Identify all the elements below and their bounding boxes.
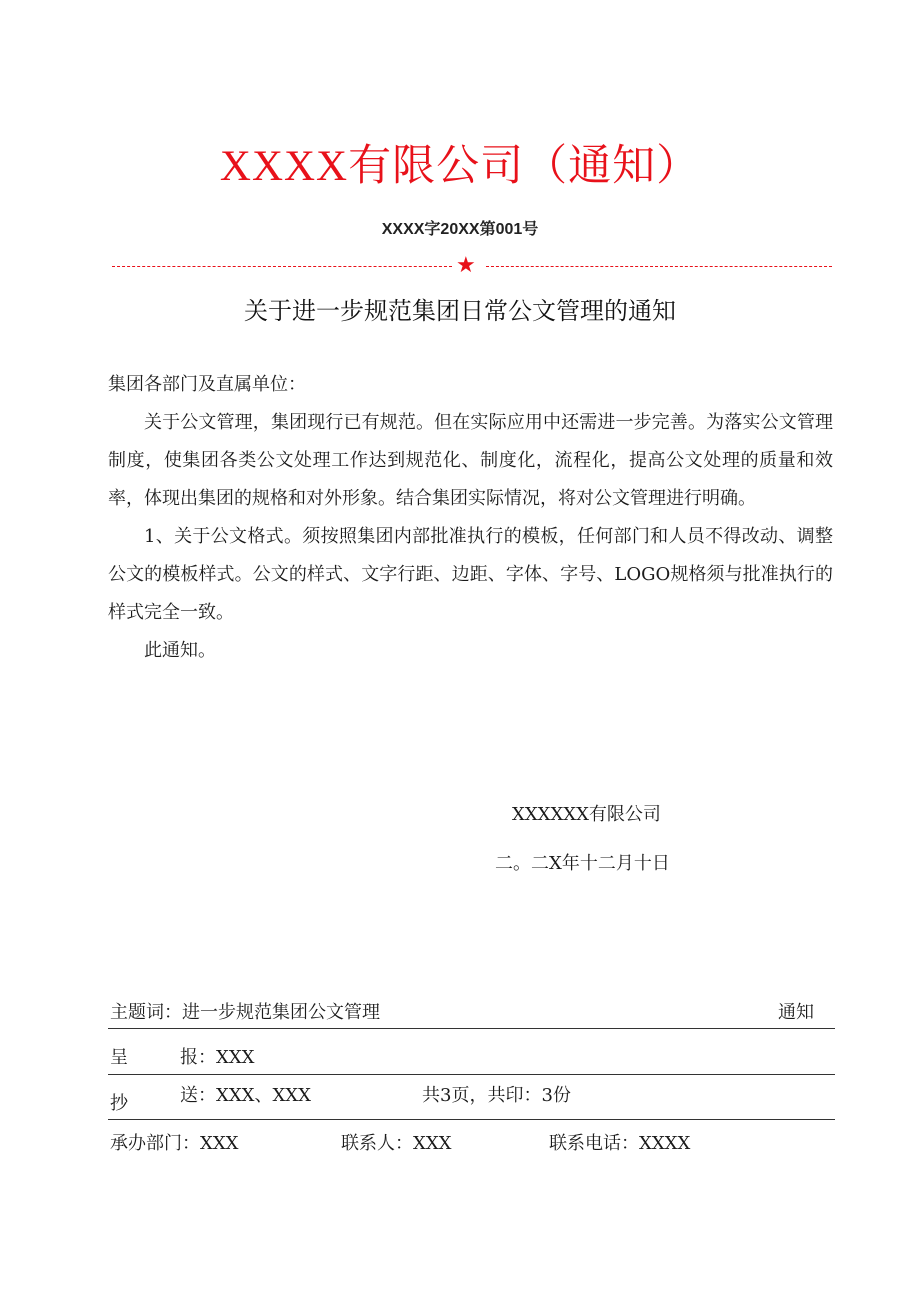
footer-divider bbox=[108, 1119, 835, 1120]
copy-row bbox=[180, 1081, 311, 1107]
report-value: XXX bbox=[216, 1047, 255, 1068]
copies-info: 共3页，共印：3份 bbox=[422, 1085, 571, 1106]
signature-company: XXXXXX有限公司 bbox=[512, 804, 661, 825]
keywords-type: 通知 bbox=[778, 1002, 814, 1023]
keywords-value: 进一步规范集团公文管理 bbox=[182, 1002, 380, 1023]
document-number: XXXX字20XX第001号 bbox=[381, 221, 539, 238]
contact-value: XXX bbox=[413, 1133, 452, 1154]
red-divider-left bbox=[112, 266, 452, 267]
notice-title: 关于进一步规范集团日常公文管理的通知 bbox=[244, 297, 676, 325]
closing-line: 此通知。 bbox=[144, 640, 216, 661]
document-header-title: XXXX有限公司（通知） bbox=[219, 143, 701, 190]
red-divider-right bbox=[486, 266, 832, 267]
phone-row bbox=[549, 1129, 690, 1155]
report-label: 报： bbox=[180, 1047, 216, 1068]
phone-label: 联系电话： bbox=[549, 1133, 639, 1154]
report-label-char: 呈 bbox=[110, 1047, 128, 1068]
footer-divider bbox=[108, 1028, 835, 1029]
phone-value: XXXX bbox=[639, 1133, 691, 1154]
dept-label: 承办部门： bbox=[110, 1133, 200, 1154]
keywords-label: 主题词： bbox=[110, 1002, 182, 1023]
signature-date: 二。二X年十二月十日 bbox=[495, 853, 670, 874]
contact-row bbox=[341, 1129, 451, 1155]
contact-label: 联系人： bbox=[341, 1133, 413, 1154]
notice-body bbox=[108, 366, 833, 670]
footer-divider bbox=[108, 1074, 835, 1075]
star-icon: ★ bbox=[456, 253, 476, 278]
copy-value: XXX、XXX bbox=[216, 1085, 311, 1106]
dept-row bbox=[110, 1129, 238, 1155]
paragraph: 1、关于公文格式。须按照集团内部批准执行的模板，任何部门和人员不得改动、调整公文的模板样式。公文的样式、文字行距、边距、字体、字号、LOGO规格须与批准执行的样式完全一致。 bbox=[108, 526, 833, 623]
salutation: 集团各部门及直属单位： bbox=[108, 374, 306, 395]
paragraph: 关于公文管理，集团现行已有规范。但在实际应用中还需进一步完善。为落实公文管理制度，使集团各类公文处理工作达到规范化、制度化，流程化，提高公文处理的质量和效率，体现出集团的规格和对外形象。结合集团实际情况，将对公文管理进行明确。 bbox=[108, 412, 833, 509]
keywords-row bbox=[110, 998, 380, 1024]
copy-label: 送： bbox=[180, 1085, 216, 1106]
report-row bbox=[180, 1043, 254, 1069]
copy-label-char: 抄 bbox=[110, 1093, 128, 1114]
dept-value: XXX bbox=[200, 1133, 239, 1154]
